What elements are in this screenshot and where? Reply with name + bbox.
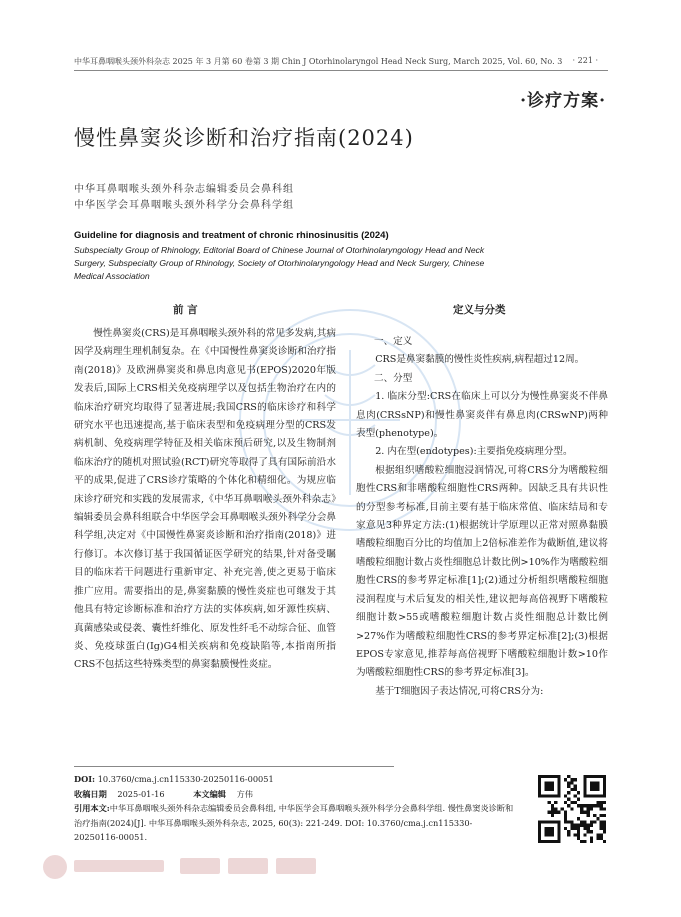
preface-paragraph: 慢性鼻窦炎(CRS)是耳鼻咽喉头颈外科的常见多发病,其病因学及病理生理机制复杂。在《中国慢性鼻窦炎诊断和治疗指南(2018)》及欧洲鼻窦炎和鼻息肉意见书(EPOS)2020年版发表后,国际上CRS相关免疫病理学以及包括生物治疗在内的临床治疗研究均取得了显著进展;我国CRS的临床诊疗和科学研究水平也迅速提高,基于临床表型和免疫病理分型的CRS发病机制、免疫病理学特征及相关临床预后研究,以及生物制剂临床治疗的随机对照试验(RCT)研究等取得了具有国际前沿水平的成果,促进了CRS诊疗策略的个体化和精细化。为规应临床诊疗研究和实践的发展需求,《中华耳鼻咽喉头颈外科杂志》编辑委员会鼻科组联合中华医学会耳鼻咽喉头颈外科学分会鼻科学组,决定对《中国慢性鼻窦炎诊断和治疗指南(2018)》进行修订。本次修订基于我国循证医学研究的结果,针对备受瞩目的临床若干问题进行重新审定、补充完善,使之更易于临床推广应用。需要指出的是,鼻窦黏膜的慢性炎症也可继发于其他具有特定诊断标准和治疗方法的实体疾病,如牙源性疾病、真菌感染或侵袭、囊性纤维化、原发性纤毛不动综合征、血管炎、免疫球蛋白(Ig)G4相关疾病和免疫缺陷等,本指南所指CRS不包括这些特殊类型的鼻窦黏膜慢性炎症。 bbox=[74, 328, 336, 671]
paragraph: 2. 内在型(endotypes):主要指免疫病理分型。 bbox=[375, 446, 573, 458]
doi-label: DOI: bbox=[74, 774, 96, 784]
definition-heading: 定义与分类 bbox=[453, 304, 506, 316]
article-title: 慢性鼻窦炎诊断和治疗指南(2024) bbox=[74, 126, 414, 150]
editor-name: 方伟 bbox=[236, 788, 253, 799]
subsection-heading: 一、定义 bbox=[374, 336, 413, 347]
english-affiliation: Subspecialty Group of Rhinology, Editorial Board of Chinese Journal of Otorhinolaryngology Head and Neck Surgery, Subspecialty Group of Rhinology, Society of Otorhinolaryngology Head and Neck Surgery, Chinese Medical Association bbox=[74, 245, 485, 281]
editor-label: 本文编辑 bbox=[193, 788, 226, 799]
citation-label: 引用本文: bbox=[74, 803, 110, 813]
header-rule bbox=[74, 70, 608, 71]
citation-text: 中华耳鼻咽喉头颈外科杂志编辑委员会鼻科组, 中华医学会耳鼻咽喉头颈外科学分会鼻科学组. 慢性鼻窦炎诊断和治疗指南(2024)[J]. 中华耳鼻咽喉头颈外科杂志, 2025, 60(3): 221-249. DOI: 10.3760/cma.j.cn115330-20250116-00051. bbox=[74, 803, 514, 842]
paragraph: 基于T细胞因子表达情况,可将CRS分为: bbox=[375, 685, 544, 697]
definition-body bbox=[356, 333, 608, 701]
preface-heading: 前 言 bbox=[173, 304, 198, 316]
author-line-1: 中华耳鼻咽喉头颈外科杂志编辑委员会鼻科组 bbox=[74, 184, 294, 195]
english-title: Guideline for diagnosis and treatment of chronic rhinosinusitis (2024) bbox=[74, 230, 389, 241]
doi-value: 10.3760/cma.j.cn115330-20250116-00051 bbox=[97, 774, 274, 784]
footer-rule bbox=[74, 766, 394, 767]
journal-header: 中华耳鼻咽喉头颈外科杂志 2025 年 3 月第 60 卷第 3 期 Chin J Otorhinolaryngol Head Neck Surg, March 2025, Vol. 60, No. 3 bbox=[74, 57, 563, 66]
author-line-2: 中华医学会耳鼻咽喉头颈外科学分会鼻科学组 bbox=[74, 200, 294, 211]
paragraph: 1. 临床分型:CRS在临床上可以分为慢性鼻窦炎不伴鼻息肉(CRSsNP)和慢性鼻窦炎伴有鼻息肉(CRSwNP)两种表型(phenotype)。 bbox=[356, 391, 608, 440]
received-label: 收稿日期 bbox=[74, 788, 107, 799]
qr-code[interactable] bbox=[538, 775, 606, 843]
paragraph: 根据组织嗜酸粒细胞浸润情况,可将CRS分为嗜酸粒细胞性CRS和非嗜酸粒细胞性CRS两种。因缺乏具有共识性的分型参考标准,目前主要有基于临床常值、临床结局和专家意见3种界定方法:(1)根据统计学原理以正常对照鼻黏膜嗜酸粒细胞百分比的均值加上2倍标准差作为截断值,建议将嗜酸粒细胞计数占炎性细胞总计数比例>10%作为嗜酸粒细胞性CRS的参考界定标准[1];(2)通过分析组织嗜酸粒细胞浸润程度与术后复发的相关性,建议把每高倍视野下嗜酸粒细胞计数>55或嗜酸粒细胞计数占炎性细胞总计数比例>27%作为嗜酸粒细胞性CRS的参考界定标准[2];(3)根据EPOS专家意见,推荐每高倍视野下嗜酸粒细胞计数>10作为嗜酸粒细胞性CRS的参考界定标准[3]。 bbox=[356, 464, 608, 679]
page-number: · 221 · bbox=[572, 56, 598, 65]
footer-block bbox=[74, 772, 514, 845]
publisher-logo bbox=[40, 852, 340, 882]
paragraph: CRS是鼻窦黏膜的慢性炎性疾病,病程超过12周。 bbox=[375, 354, 585, 366]
received-date: 2025-01-16 bbox=[117, 788, 165, 799]
section-label: ·诊疗方案· bbox=[520, 91, 606, 111]
preface-body bbox=[74, 325, 336, 675]
subsection-heading: 二、分型 bbox=[374, 372, 413, 384]
